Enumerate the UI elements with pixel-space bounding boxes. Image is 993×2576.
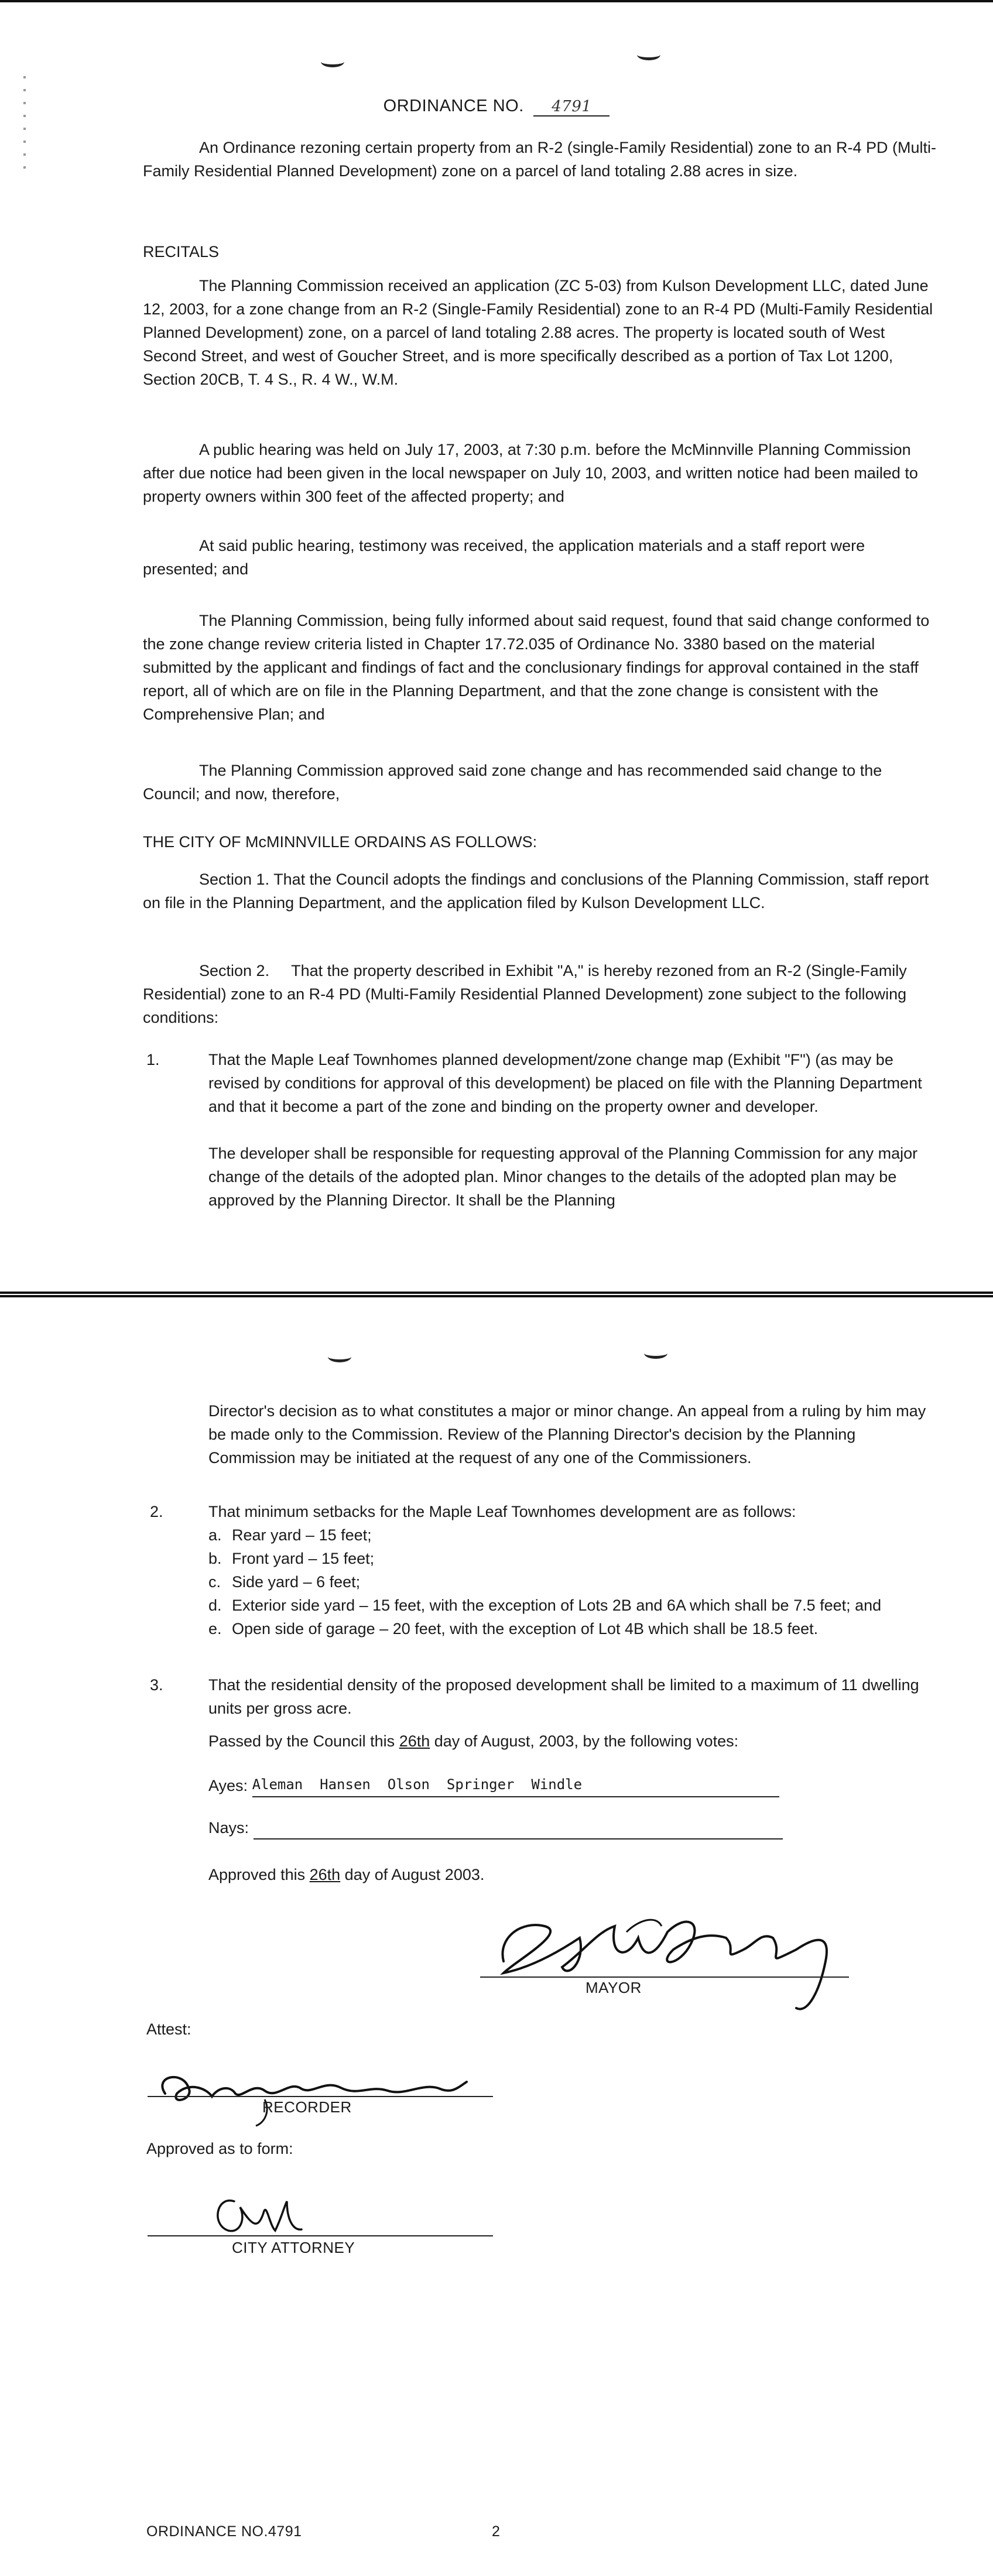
nays-names — [254, 1820, 783, 1839]
recital-paragraph: The Planning Commission, being fully informed about said request, found that said change conformed to the zone change review criteria listed in Chapter 17.72.035 of Ordinance No. 3380 based on the material submitted by the applicant and findings of fact and the conclusionary findings for approval contained in the staff report, all of which are on file in the Planning Department, and that the zone change is consistent with the Comprehensive Plan; and — [143, 612, 930, 723]
recital-paragraph: The Planning Commission approved said zone change and has recommended said change to the Council; and now, therefore, — [143, 762, 882, 803]
approved-form-label: Approved as to form: — [146, 2140, 293, 2157]
setback-item — [208, 1570, 940, 1594]
mayor-label: MAYOR — [585, 1979, 642, 1996]
mayor-signature-line — [480, 1976, 849, 1978]
item-letter: a. — [208, 1526, 222, 1544]
ordinance-title — [0, 97, 993, 117]
setback-item — [208, 1594, 940, 1617]
recital-paragraph: At said public hearing, testimony was received, the application materials and a staff report were presented; and — [143, 537, 865, 578]
ayes-label: Ayes: — [208, 1777, 248, 1794]
passed-day: 26th — [399, 1732, 430, 1750]
attorney-label: CITY ATTORNEY — [232, 2239, 355, 2256]
item-text: Rear yard – 15 feet; — [232, 1526, 372, 1544]
condition-two — [208, 1500, 940, 1640]
condition-number: 3. — [150, 1676, 163, 1694]
scan-edge-top — [0, 0, 993, 2]
condition-one-text: That the Maple Leaf Townhomes planned development/zone change map (Exhibit "F") (as may be revised by conditions for approval of this development) be placed on file with the Planning Department and that it become a part of the zone and binding on the property owner and developer. — [208, 1051, 922, 1115]
condition-number: 2. — [150, 1503, 163, 1520]
nays-label: Nays: — [208, 1819, 249, 1837]
punch-hole-mark — [321, 56, 344, 67]
ayes-line — [208, 1773, 779, 1797]
passed-prefix: Passed by the Council this — [208, 1732, 399, 1750]
item-letter: e. — [208, 1620, 222, 1638]
margin-speckle — [23, 76, 26, 170]
section-two: Section 2. That the property described in Exhibit "A," is hereby rezoned from an R-2 (Single-Family Residential) zone to an R-4 PD (Multi-Family Residential Planned Development) zone subject to the following conditions: — [143, 962, 912, 1026]
condition-number: 1. — [146, 1051, 160, 1068]
approved-prefix: Approved this — [208, 1866, 310, 1883]
approved-suffix: day of August 2003. — [340, 1866, 485, 1883]
punch-hole-mark — [644, 1348, 667, 1359]
recitals-heading: RECITALS — [143, 243, 220, 261]
nays-line — [208, 1816, 783, 1839]
approved-day: 26th — [309, 1866, 341, 1883]
page-two — [0, 1294, 993, 2576]
item-text: Front yard – 15 feet; — [232, 1550, 375, 1567]
recorder-signature-line — [148, 2096, 493, 2097]
scan-edge-top — [0, 1295, 993, 1297]
footer-page-number: 2 — [492, 2523, 501, 2540]
approved-statement — [208, 1863, 484, 1886]
condition-one-continuation: The developer shall be responsible for requesting approval of the Planning Commission for any major change of the details of the adopted plan. Minor changes to the details of the adopted plan may be approved by the Planning Director. It shall be the Planning — [208, 1145, 918, 1209]
ordains-heading: THE CITY OF McMINNVILLE ORDAINS AS FOLLOWS: — [143, 833, 537, 851]
section-one: Section 1. That the Council adopts the findings and conclusions of the Planning Commission, staff report on file in the Planning Department, and the application filed by Kulson Development LLC. — [143, 871, 929, 912]
condition-three: That the residential density of the proposed development shall be limited to a maximum of 11 dwelling units per gross acre. — [208, 1676, 919, 1717]
setback-list — [208, 1523, 940, 1640]
condition-one-remainder: Director's decision as to what constitutes a major or minor change. An appeal from a ruling by him may be made only to the Commission. Review of the Planning Director's decision by the Planning Commission may be initiated at the request of any one of the Commissioners. — [208, 1402, 926, 1467]
attest-label: Attest: — [146, 2020, 191, 2038]
condition-two-intro: That minimum setbacks for the Maple Leaf Townhomes development are as follows: — [208, 1503, 796, 1520]
item-text: Exterior side yard – 15 feet, with the exception of Lots 2B and 6A which shall be 7.5 feet; and — [232, 1597, 882, 1614]
setback-item — [208, 1547, 940, 1570]
setback-item — [208, 1523, 940, 1547]
punch-hole-mark — [328, 1351, 351, 1362]
recital-paragraph: A public hearing was held on July 17, 2003, at 7:30 p.m. before the McMinnville Planning Commission after due notice had been given in the local newspaper on July 10, 2003, and written notice had been mailed to property owners within 300 feet of the affected property; and — [143, 441, 918, 505]
passed-suffix: day of August, 2003, by the following votes: — [430, 1732, 739, 1750]
ordinance-title-label: ORDINANCE NO. — [383, 97, 524, 115]
handwritten-ordinance-number: 4791 — [533, 98, 610, 117]
item-letter: b. — [208, 1550, 222, 1567]
item-text: Open side of garage – 20 feet, with the exception of Lot 4B which shall be 18.5 feet. — [232, 1620, 819, 1638]
passed-statement — [208, 1729, 738, 1753]
mayor-signature — [480, 1897, 855, 2014]
ayes-names: Aleman Hansen Olson Springer Windle — [252, 1773, 779, 1797]
recital-paragraph: The Planning Commission received an application (ZC 5-03) from Kulson Development LLC, dated June 12, 2003, for a zone change from an R-2 (Single-Family Residential) zone to an R-4 PD (Multi-Family Residential Planned Development) zone, on a parcel of land totaling 2.88 acres. The property is located south of West Second Street, and west of Goucher Street, and is more specifically described as a portion of Tax Lot 1200, Section 20CB, T. 4 S., R. 4 W., W.M. — [143, 277, 933, 388]
item-letter: c. — [208, 1573, 221, 1591]
item-letter: d. — [208, 1597, 222, 1614]
punch-hole-mark — [637, 49, 660, 60]
footer-ordinance-number: ORDINANCE NO.4791 — [146, 2523, 302, 2540]
item-text: Side yard – 6 feet; — [232, 1573, 361, 1591]
recorder-label: RECORDER — [262, 2098, 352, 2116]
setback-item — [208, 1617, 940, 1640]
ordinance-intro: An Ordinance rezoning certain property from an R-2 (single-Family Residential) zone to an R-4 PD (Multi-Family Residential Planned Development) zone on a parcel of land totaling 2.88 acres in size. — [143, 139, 937, 180]
attorney-signature-line — [148, 2235, 493, 2236]
